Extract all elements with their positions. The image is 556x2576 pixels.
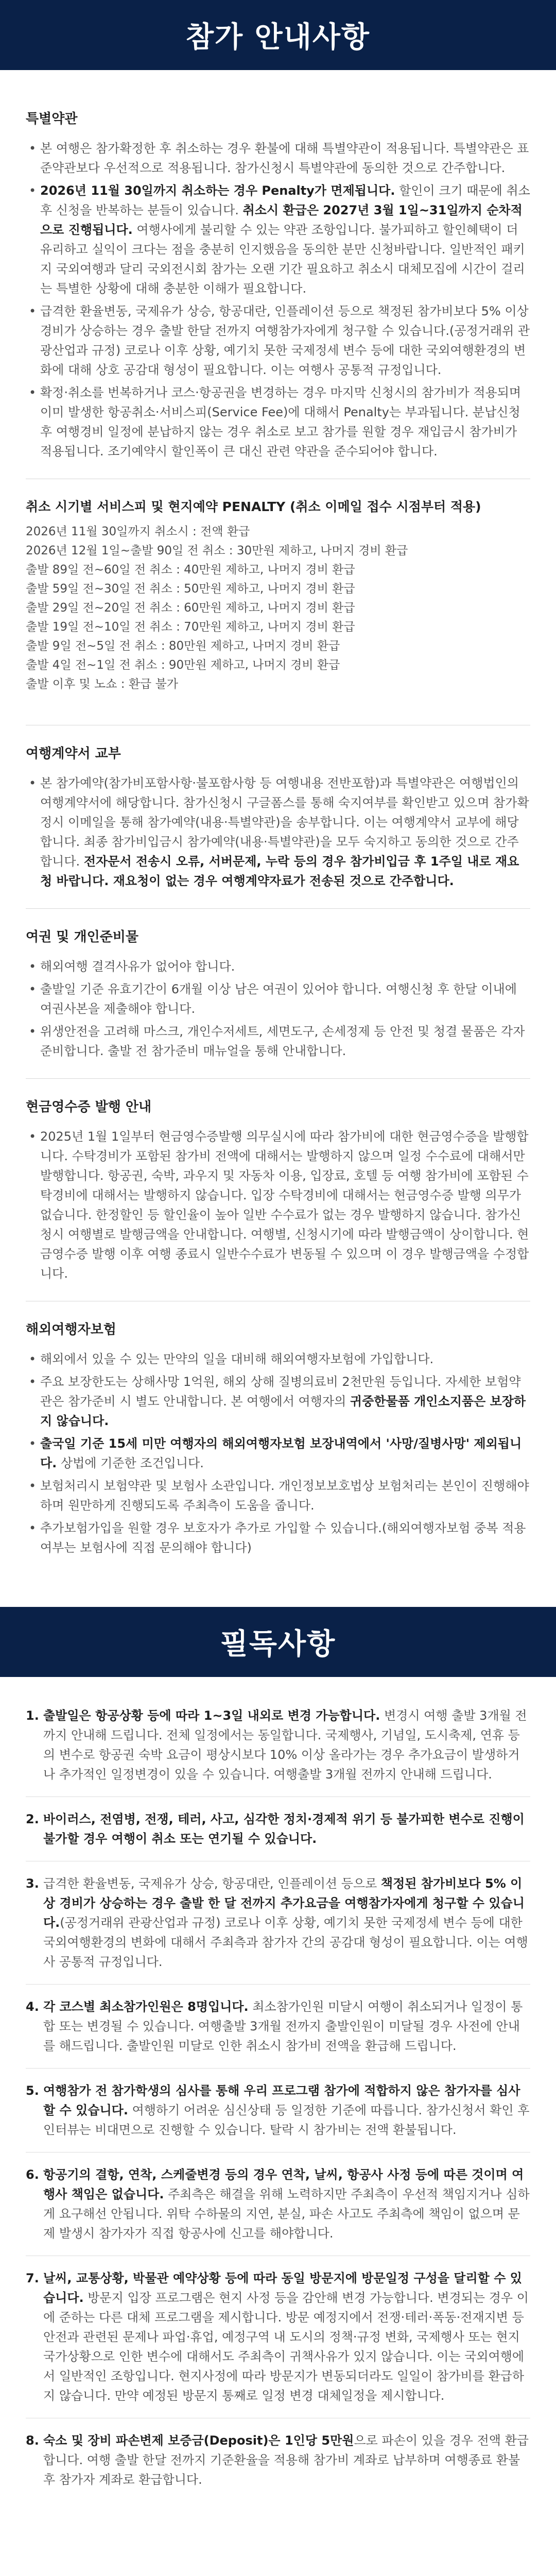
list-item: • 본 참가예약(참가비포함사항·불포함사항 등 여행내용 전반포함)과 특별약관은 여행법인의 여행계약서에 해당합니다. 참가신청시 구글폼스를 통해 숙지여부를 확인받고 있으며 참가확정시 이메일을 통해 참가예약(내용·특별약관)을 송부합니다. 이는 여행계약서 교부에 해당합니다. 최종 참가비입금시 참가예약(내용·특별약관)을 모두 숙지하고 동의한 것으로 간주합니다. 전자문서 전송시 오류, 서버문제, 누락 등의 경우 참가비입금 후 1주일 내로 재요청 바랍니다. 재요청이 없는 경우 여행계약자료가 전송된 것으로 간주합니다. [26,773,530,891]
must-read-section [0,1706,556,2489]
list-item: • 위생안전을 고려해 마스크, 개인수저세트, 세면도구, 손세정제 등 안전 및 청결 물품은 각자 준비합니다. 출발 전 참가준비 매뉴얼을 통해 안내합니다. [26,1022,530,1061]
receipt-list [26,1127,530,1283]
receipt-title: 현금영수증 발행 안내 [26,1099,152,1115]
divider [26,1984,530,1985]
list-item: • 2026년 11월 30일까지 취소하는 경우 Penalty가 면제됩니다. 할인이 크기 때문에 취소 후 신청을 반복하는 분들이 있습니다. 취소시 환급은 2027년 3월 1일~31일까지 순차적으로 진행됩니다. 여행사에게 불리할 수 있는 약관 조항입니다. 불가피하고 할인혜택이 더 유리하고 실익이 크다는 점을 충분히 인지했음을 동의한 분만 신청바랍니다. 일반적인 패키지 국외여행과 달리 국외전시회 참가는 오랜 기간 필요하고 취소시 대체모집에 시간이 걸리는 특별한 상황에 대해 충분한 이해가 필요합니다. [26,181,530,298]
passport-list [26,957,530,1061]
list-item: • 출국일 기준 15세 미만 여행자의 해외여행자보험 보장내역에서 '사망/질병사망' 제외됩니다. 상법에 기준한 조건입니다. [26,1434,530,1473]
insurance-list [26,1349,530,1557]
list-item: • 해외에서 있을 수 있는 만약의 일을 대비해 해외여행자보험에 가입합니다. [26,1349,530,1369]
schedule-line: 출발 19일 전~10일 전 취소 : 70만원 제하고, 나머지 경비 환급 [26,620,355,634]
list-item: • 2025년 1월 1일부터 현금영수증발행 의무실시에 따라 참가비에 대한 현금영수증을 발행합니다. 수탁경비가 포함된 참가비 전액에 대해서는 발행하지 않으며 일정 수수료에 대해서만 발행합니다. 항공권, 숙박, 과우지 및 자동차 이용, 입장료, 호텔 등 여행 참가비에 포함된 수탁경비에 대해서는 발행하지 않습니다. 입장 수탁경비에 대해서는 현금영수증 발행 의무가 없습니다. 한정할인 등 할인율이 높아 일반 수수료가 없는 경우 발행하지 않습니다. 참가신청시 여행별로 발행금액을 안내합니다. 여행별, 신청시기에 따라 발행금액이 상이합니다. 현금영수증 발행 이후 여행 종료시 일반수수료가 변동될 수 있으며 이 경우 발행금액을 수정합니다. [26,1127,530,1283]
schedule-line: 출발 4일 전~1일 전 취소 : 90만원 제하고, 나머지 경비 환급 [26,658,340,672]
numbered-item: 2. 바이러스, 전염병, 전쟁, 테러, 사고, 심각한 정치·경제적 위기 등 불가피한 변수로 진행이 불가할 경우 여행이 취소 또는 연기될 수 있습니다. [26,1812,525,1846]
banner-title: 필독사항 [216,1621,340,1663]
banner-title: 참가 안내사항 [182,14,374,56]
divider [26,1078,530,1079]
numbered-item: 1. 출발일은 항공상황 등에 따라 1~3일 내외로 변경 가능합니다. 변경시 여행 출발 3개월 전까지 안내해 드립니다. 전체 일정에서는 동일합니다. 국제행사, 기념일, 도시축제, 연휴 등의 변수로 항공권 숙박 요금이 평상시보다 10% 이상 올라가는 경우 추가요금이 발생하거나 추가적인 일정변경이 있을 수 있습니다. 여행출발 3개월 전까지 안내해 드립니다. [26,1708,527,1782]
passport-section [0,926,556,1061]
contract-list [26,773,530,891]
schedule-line: 출발 이후 및 노쇼 : 환급 불가 [26,677,179,691]
penalty-schedule-section [0,497,556,694]
numbered-item: 8. 숙소 및 장비 파손변제 보증금(Deposit)은 1인당 5만원으로 파손이 있을 경우 전액 환급합니다. 여행 출발 한달 전까지 기준환율을 적용해 참가비 계좌로 납부하며 여행종료 환불 후 참가자 계좌로 환급합니다. [26,2433,529,2487]
divider [26,2152,530,2153]
insurance-title: 해외여행자보험 [26,1322,116,1337]
special-terms-list [26,139,530,461]
schedule-line: 출발 59일 전~30일 전 취소 : 50만원 제하고, 나머지 경비 환급 [26,582,355,596]
list-item: • 해외여행 결격사유가 없어야 합니다. [26,957,530,976]
list-item: • 본 여행은 참가확정한 후 취소하는 경우 환불에 대해 특별약관이 적용됩니다. 특별약관은 표준약관보다 우선적으로 적용됩니다. 참가신청시 특별약관에 동의한 것으로 간주합니다. [26,139,530,178]
list-item: • 주요 보장한도는 상해사망 1억원, 해외 상해 질병의료비 2천만원 등입니다. 자세한 보험약관은 참가준비 시 별도 안내합니다. 본 여행에서 여행자의 귀중한물품 개인소지품은 보장하지 않습니다. [26,1372,530,1431]
schedule-line: 출발 9일 전~5일 전 취소 : 80만원 제하고, 나머지 경비 환급 [26,639,340,653]
list-item: • 급격한 환율변동, 국제유가 상승, 항공대란, 인플레이션 등으로 책정된 참가비보다 5% 이상 경비가 상승하는 경우 출발 한달 전까지 여행참가자에게 청구할 수 있습니다.(공정거래위 관광산업과 규정) 코로나 이후 상황, 예기치 못한 국제정세 변수 등에 대한 국외여행환경의 변화에 대해 상호 공감대 형성이 필요합니다. 이는 여행사 공통적 규정입니다. [26,301,530,380]
divider [26,2068,530,2069]
list-item: • 추가보험가입을 원할 경우 보호자가 추가로 가입할 수 있습니다.(해외여행자보험 중복 적용 여부는 보험사에 직접 문의해야 합니다) [26,1518,530,1557]
numbered-item: 4. 각 코스별 최소참가인원은 8명입니다. 최소참가인원 미달시 여행이 취소되거나 일정이 통합 또는 변경될 수 있습니다. 여행출발 3개월 전까지 출발인원이 미달될 경우 사전에 안내를 해드립니다. 출발인원 미달로 인한 취소시 참가비 전액을 환급해 드립니다. [26,1999,523,2053]
contract-section [0,743,556,891]
banner-must-read [0,1607,556,1677]
schedule-line: 2026년 12월 1일~출발 90일 전 취소 : 30만원 제하고, 나머지 경비 환급 [26,544,408,557]
penalty-schedule-title: 취소 시기별 서비스피 및 현지예약 PENALTY (취소 이메일 접수 시점부터 적용) [26,499,481,514]
passport-title: 여권 및 개인준비물 [26,929,139,945]
schedule-line: 출발 29일 전~20일 전 취소 : 60만원 제하고, 나머지 경비 환급 [26,601,355,615]
schedule-line: 2026년 11월 30일까지 취소시 : 전액 환급 [26,525,250,538]
banner-participation-info [0,0,556,70]
divider [26,908,530,909]
contract-title: 여행계약서 교부 [26,746,121,761]
special-terms-title: 특별약관 [26,111,78,127]
numbered-item: 7. 날씨, 교통상황, 박물관 예약상황 등에 따라 동일 방문지에 방문일정 구성을 달리할 수 있습니다. 방문지 입장 프로그램은 현지 사정 등을 감안해 변경 가능합니다. 변경되는 경우 이에 준하는 다른 대체 프로그램을 제시합니다. 방문 예정지에서 전쟁·테러·폭동·전재지변 등 안전과 관련된 문제나 파업·휴업, 예정구역 내 도시의 정책·규정 변화, 국제행사 또는 현지 국가상황으로 인한 변수에 대해서도 주최측이 귀책사유가 있지 않습니다. 이는 국외여행에서 일반적인 조항입니다. 현지사정에 따라 방문지가 변동되더라도 일일이 참가비를 환급하지 않습니다. 만약 예정된 방문지 통째로 일정 변경 대체일정을 제시합니다. [26,2271,529,2403]
list-item: • 확정·취소를 번복하거나 코스·항공권을 변경하는 경우 마지막 신청시의 참가비가 적용되며 이미 발생한 항공취소·서비스피(Service Fee)에 대해서 Penalty는 부과됩니다. 분납신청 후 여행경비 일정에 분납하지 않는 경우 취소로 보고 참가를 원할 경우 재입금시 참가비가 적용됩니다. 조기예약시 할인폭이 큰 대신 관련 약관을 준수되어야 합니다. [26,383,530,461]
list-item: • 출발일 기준 유효기간이 6개월 이상 남은 여권이 있어야 합니다. 여행신청 후 한달 이내에 여권사본을 제출해야 합니다. [26,979,530,1019]
numbered-item: 3. 급격한 환율변동, 국제유가 상승, 항공대란, 인플레이션 등으로 책정된 참가비보다 5% 이상 경비가 상승하는 경우 출발 한 달 전까지 추가요금을 여행참가자에게 청구할 수 있습니다.(공정거래위 관광산업과 규정) 코로나 이후 상황, 예기치 못한 국제정세 변수 등에 대한 국외여행환경의 변화에 대해서 주최측과 참가자 간의 공감대 형성이 필요합니다. 이는 여행사 공통적 규정입니다. [26,1876,528,1969]
receipt-section [0,1096,556,1283]
numbered-item: 6. 항공기의 결항, 연착, 스케줄변경 등의 경우 연착, 날씨, 항공사 사정 등에 따른 것이며 여행사 책임은 없습니다. 주최측은 해결을 위해 노력하지만 주최측이 우선적 책임지거나 심하게 요구해선 안됩니다. 위탁 수하물의 지연, 분실, 파손 사고도 주최측에 책임이 없으며 문제 발생시 참가자가 직접 항공사에 신고를 해야합니다. [26,2167,530,2241]
numbered-item: 5. 여행참가 전 참가학생의 심사를 통해 우리 프로그램 참가에 적합하지 않은 참가자를 심사할 수 있습니다. 여행하기 어려운 심신상태 등 일정한 기준에 따릅니다. 참가신청서 확인 후 인터뷰는 비대면으로 진행할 수 있습니다. 탈락 시 참가비는 전액 환불됩니다. [26,2083,530,2137]
special-terms-section [0,108,556,461]
insurance-section [0,1319,556,1557]
list-item: • 보험처리시 보험약관 및 보험사 소관입니다. 개인정보보호법상 보험처리는 본인이 진행해야 하며 원만하게 진행되도록 주최측이 도움을 줍니다. [26,1476,530,1515]
schedule-line: 출발 89일 전~60일 전 취소 : 40만원 제하고, 나머지 경비 환급 [26,563,355,577]
